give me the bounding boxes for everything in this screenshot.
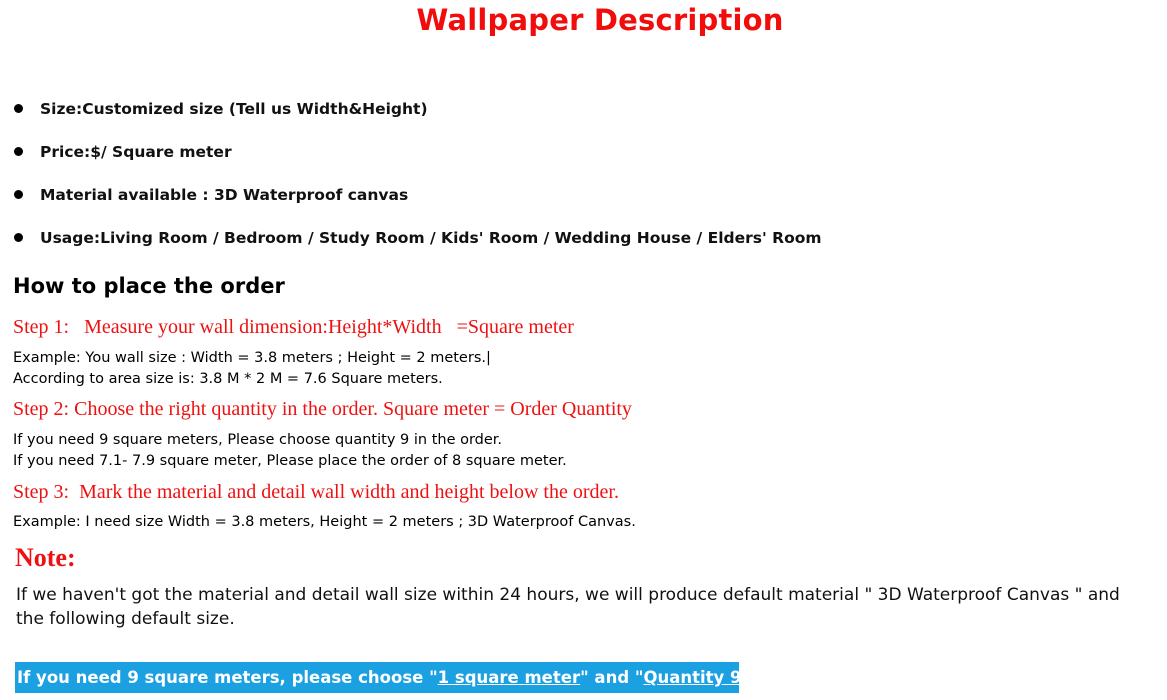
step-1-title: Step 1: Measure your wall dimension:Height*Width =Square meter (13, 316, 574, 338)
square-meter-link[interactable]: 1 square meter (437, 668, 581, 687)
note-text: If we haven't got the material and detail wall size within 24 hours, we will produce default material " 3D Waterproof Canvas " and the following default size. (16, 585, 1120, 629)
bullet-icon (14, 104, 23, 113)
step-3-title: Step 3: Mark the material and detail wall width and height below the order. (13, 481, 619, 503)
list-item-usage (12, 216, 822, 259)
step-2-line-2: If you need 7.1- 7.9 square meter, Please place the order of 8 square meter. (13, 453, 567, 469)
bullet-icon (14, 233, 23, 242)
highlight-suffix: " here. (741, 668, 805, 687)
highlight-prefix: If you need 9 square meters, please choose " (17, 668, 438, 687)
order-heading: How to place the order (13, 274, 285, 298)
page-title: Wallpaper Description (416, 3, 784, 37)
quantity-link[interactable]: Quantity 9 (643, 668, 742, 687)
highlight-middle: " and " (580, 668, 644, 687)
step-3-example-line: Example: I need size Width = 3.8 meters, Height = 2 meters ; 3D Waterproof Canvas. (13, 514, 636, 530)
step-1-example-line: Example: You wall size : Width = 3.8 meters ; Height = 2 meters.| (13, 350, 491, 366)
note-label: Note: (15, 543, 76, 572)
usage-text: Usage:Living Room / Bedroom / Study Room / Kids' Room / Wedding House / Elders' Room (40, 228, 822, 247)
price-text: Price:$/ Square meter (40, 142, 232, 161)
list-item-price (12, 130, 822, 173)
bullet-icon (14, 147, 23, 156)
list-item-material (12, 173, 822, 216)
step-1-area-line: According to area size is: 3.8 M * 2 M = 7.6 Square meters. (13, 371, 443, 387)
step-2-line-1: If you need 9 square meters, Please choose quantity 9 in the order. (13, 432, 503, 448)
description-list (12, 87, 822, 259)
material-text: Material available : 3D Waterproof canvas (40, 185, 409, 204)
size-text: Size:Customized size (Tell us Width&Height) (40, 99, 428, 118)
step-2-title: Step 2: Choose the right quantity in the order. Square meter = Order Quantity (13, 398, 632, 420)
highlight-banner (15, 662, 805, 693)
list-item-size (12, 87, 822, 130)
bullet-icon (14, 190, 23, 199)
